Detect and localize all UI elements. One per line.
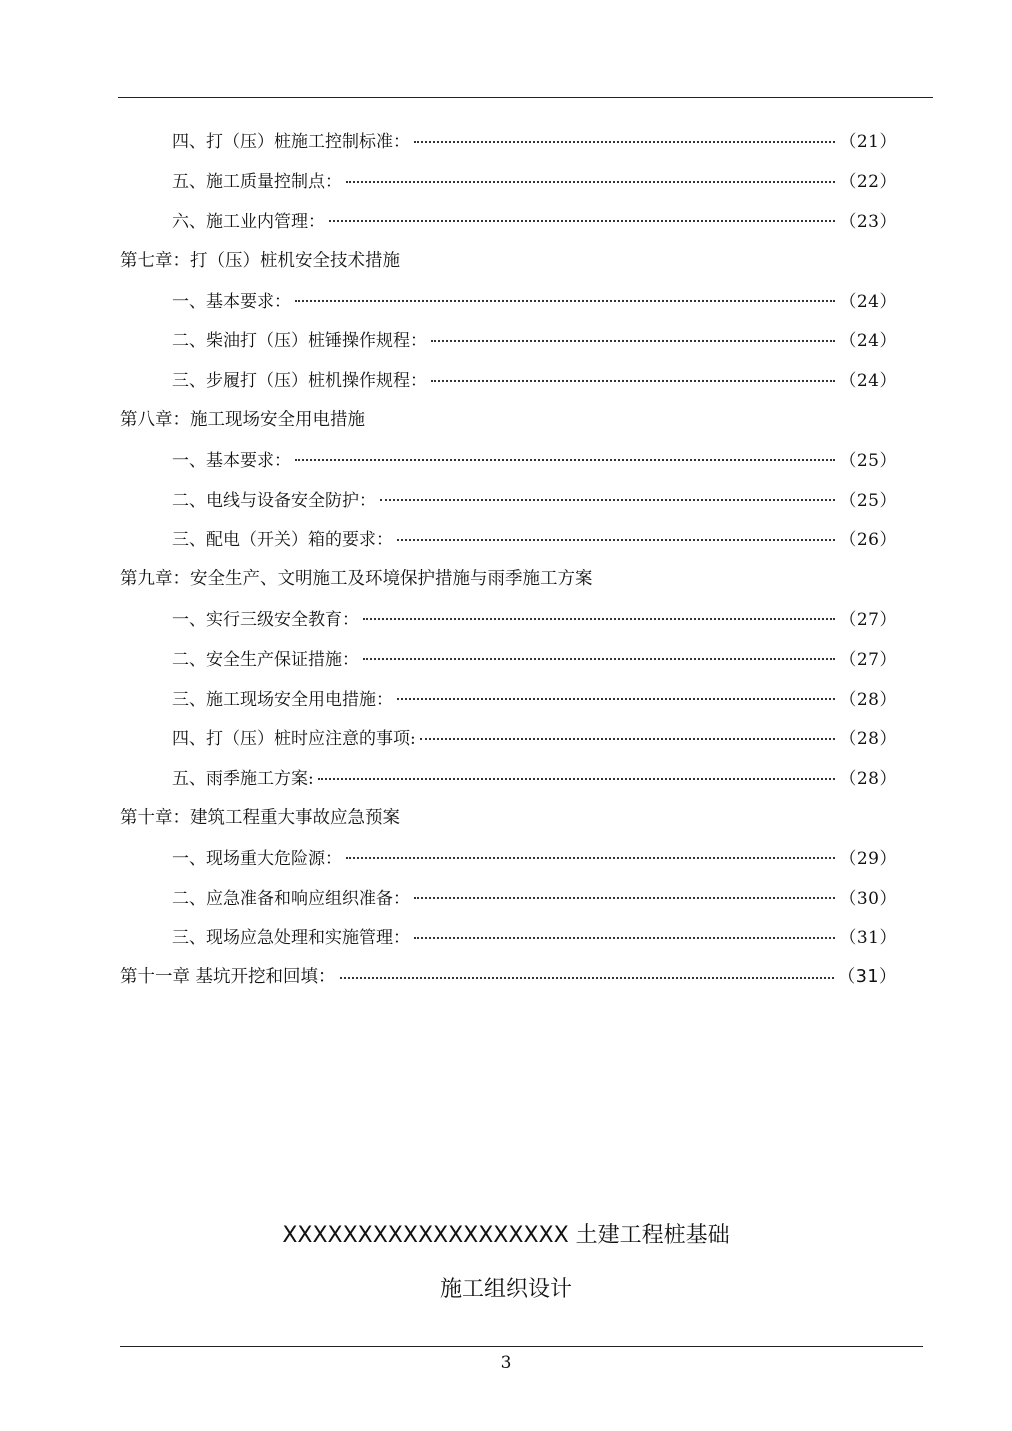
dot-leader <box>346 181 835 183</box>
toc-entry-title: 六、施工业内管理： <box>172 211 325 232</box>
toc-chapter-heading[interactable] <box>120 956 897 996</box>
dot-leader <box>397 698 835 700</box>
toc-entry-title: 一、基本要求： <box>172 450 291 471</box>
toc-entry-title: 四、打（压）桩时应注意的事项: <box>172 729 416 750</box>
toc-entry[interactable] <box>120 598 897 638</box>
toc-entry-title: 五、雨季施工方案: <box>172 769 314 790</box>
toc-entry-page: （25） <box>839 490 897 511</box>
toc-entry-page: （29） <box>839 848 897 869</box>
toc-entry-title: 二、应急准备和响应组织准备： <box>172 888 410 909</box>
toc-entry-title: 第七章：打（压）桩机安全技术措施 <box>120 250 400 271</box>
toc-entry[interactable] <box>120 836 897 876</box>
toc-entry[interactable] <box>120 478 897 518</box>
toc-entry-title: 二、安全生产保证措施： <box>172 649 359 670</box>
toc-entry-title: 三、施工现场安全用电措施： <box>172 689 393 710</box>
dot-leader <box>420 738 836 740</box>
dot-leader <box>318 778 836 780</box>
toc-entry-page: （25） <box>839 450 897 471</box>
toc-entry-title: 五、施工质量控制点： <box>172 172 342 193</box>
dot-leader <box>414 141 835 143</box>
toc-entry-title: 第十章：建筑工程重大事故应急预案 <box>120 807 400 828</box>
page-number: 3 <box>500 1353 512 1373</box>
toc-entry-page: （24） <box>839 371 897 392</box>
dot-leader <box>363 618 835 620</box>
toc-entry[interactable] <box>120 200 897 240</box>
toc-entry-page: （24） <box>839 331 897 352</box>
toc-entry-title: 四、打（压）桩施工控制标准： <box>172 132 410 153</box>
dot-leader <box>414 937 835 939</box>
toc-entry[interactable] <box>120 160 897 200</box>
toc-chapter-heading[interactable] <box>120 399 897 439</box>
footer-rule <box>120 1346 923 1347</box>
toc-entry[interactable] <box>120 757 897 797</box>
toc-entry-page: （31） <box>839 928 897 949</box>
dot-leader <box>414 897 835 899</box>
toc-entry[interactable] <box>120 876 897 916</box>
toc-entry-title: 三、步履打（压）桩机操作规程： <box>172 371 427 392</box>
toc-entry-page: （26） <box>839 530 897 551</box>
toc-chapter-heading[interactable] <box>120 797 897 837</box>
dot-leader <box>295 459 835 461</box>
toc-entry-title: 二、电线与设备安全防护： <box>172 490 376 511</box>
toc-chapter-heading[interactable] <box>120 558 897 598</box>
toc-entry[interactable] <box>120 279 897 319</box>
toc-entry-page: （23） <box>839 211 897 232</box>
toc-entry-page: （28） <box>839 729 897 750</box>
toc-entry[interactable] <box>120 438 897 478</box>
toc-entry-title: 三、配电（开关）箱的要求： <box>172 530 393 551</box>
header-rule <box>118 97 933 98</box>
dot-leader <box>329 220 835 222</box>
toc-entry[interactable] <box>120 637 897 677</box>
document-subtitle: 施工组织设计 <box>439 1277 572 1302</box>
dot-leader <box>397 539 835 541</box>
toc-entry-title: 第八章：施工现场安全用电措施 <box>120 409 365 430</box>
toc-entry-title: 一、基本要求： <box>172 291 291 312</box>
dot-leader <box>346 857 835 859</box>
toc-entry[interactable] <box>120 120 897 160</box>
toc-entry-page: （22） <box>839 172 897 193</box>
table-of-contents <box>120 120 897 996</box>
toc-entry-title: 第十一章 基坑开挖和回填： <box>120 967 336 988</box>
toc-entry-page: （30） <box>839 888 897 909</box>
toc-entry-page: （28） <box>839 769 897 790</box>
dot-leader <box>431 340 835 342</box>
toc-entry-page: （21） <box>839 132 897 153</box>
toc-entry-title: 三、现场应急处理和实施管理： <box>172 928 410 949</box>
dot-leader <box>295 300 835 302</box>
dot-leader <box>363 658 835 660</box>
toc-chapter-heading[interactable] <box>120 239 897 279</box>
toc-entry-page: （27） <box>839 649 897 670</box>
toc-entry-title: 第九章：安全生产、文明施工及环境保护措施与雨季施工方案 <box>120 569 593 590</box>
toc-entry[interactable] <box>120 319 897 359</box>
toc-entry-page: （24） <box>839 291 897 312</box>
toc-entry[interactable] <box>120 677 897 717</box>
dot-leader <box>431 380 835 382</box>
toc-entry-title: 二、柴油打（压）桩锤操作规程： <box>172 331 427 352</box>
toc-entry-page: （27） <box>839 609 897 630</box>
toc-entry-title: 一、现场重大危险源： <box>172 848 342 869</box>
toc-entry[interactable] <box>120 359 897 399</box>
toc-entry[interactable] <box>120 518 897 558</box>
toc-entry-title: 一、实行三级安全教育： <box>172 609 359 630</box>
toc-entry-page: （31） <box>837 967 897 988</box>
dot-leader <box>380 499 835 501</box>
toc-entry[interactable] <box>120 717 897 757</box>
dot-leader <box>340 977 834 979</box>
toc-entry[interactable] <box>120 916 897 956</box>
project-title: XXXXXXXXXXXXXXXXXXX 土建工程桩基础 <box>282 1223 730 1248</box>
toc-entry-page: （28） <box>839 689 897 710</box>
